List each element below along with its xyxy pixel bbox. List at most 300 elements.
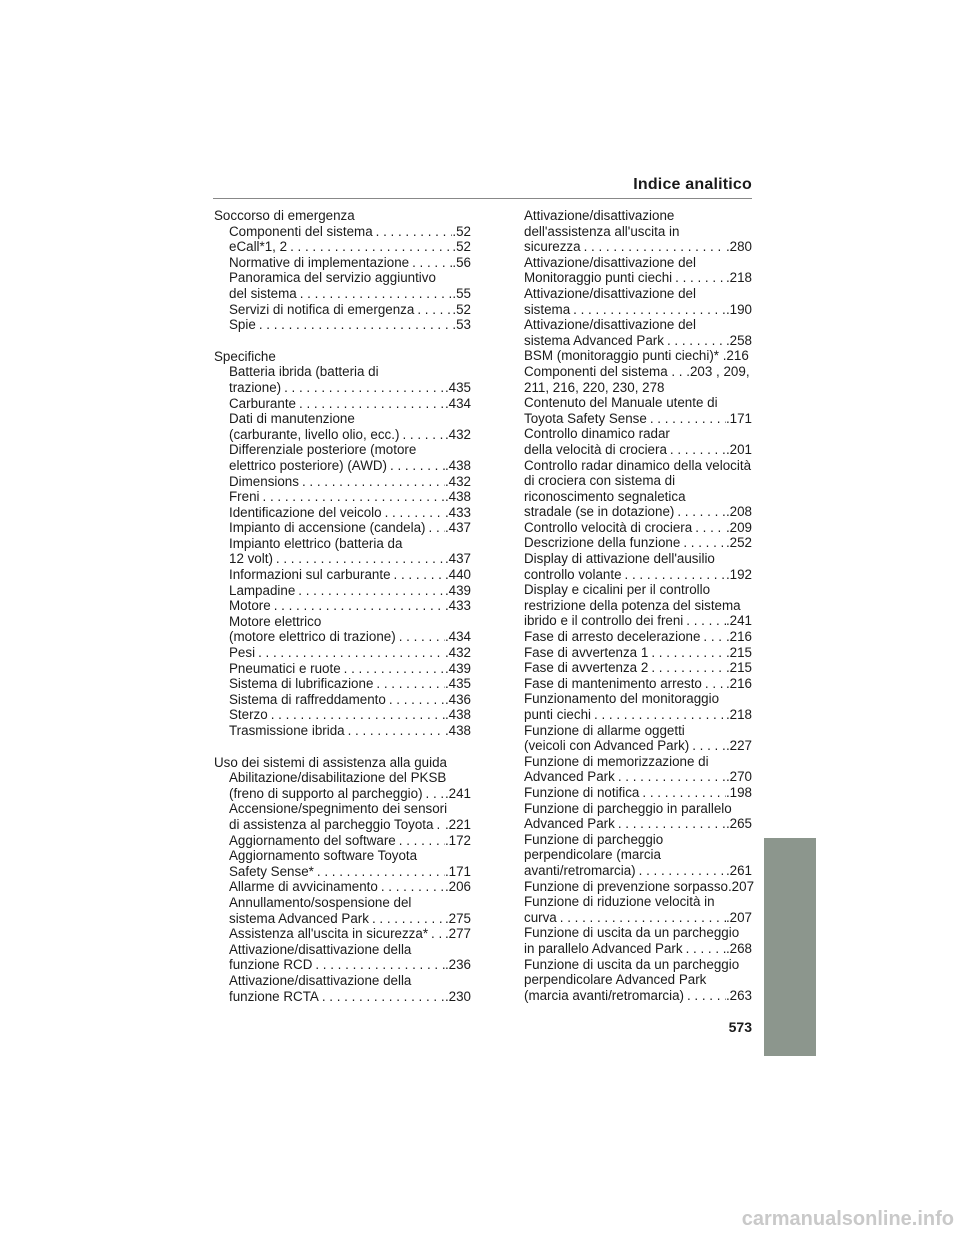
index-entry: [524, 972, 752, 988]
index-entry-page: .192: [725, 566, 752, 582]
index-heading-text: Soccorso di emergenza: [214, 208, 355, 223]
index-entry-page: .215: [725, 644, 752, 660]
index-entry-text: (motore elettrico di trazione): [229, 629, 396, 645]
index-entry-text: Pneumatici e ruote: [229, 660, 341, 676]
index-entry: [229, 520, 471, 536]
index-entry-text: Funzione di notifica: [524, 784, 640, 800]
dot-leader: [570, 302, 726, 318]
index-entry: [524, 988, 752, 1004]
dot-leader: [260, 489, 445, 505]
dot-leader: [672, 270, 726, 286]
index-entry: [229, 411, 471, 427]
index-entry-text: Motore elettrico: [229, 613, 322, 629]
dot-leader: [622, 567, 726, 583]
index-entry-page: .241: [444, 785, 471, 801]
index-entry-text: Display e cicalini per il controllo: [524, 582, 711, 598]
index-entry: [524, 613, 752, 629]
dot-leader: [674, 504, 726, 520]
index-entry-text: ibrido e il controllo dei freni: [524, 613, 684, 629]
dot-leader: [557, 910, 726, 926]
index-entry-text: (carburante, livello olio, ecc.): [229, 426, 400, 442]
index-heading: [214, 208, 471, 224]
index-entry: [524, 504, 752, 520]
index-entry: [524, 348, 752, 364]
index-entry: [524, 738, 752, 754]
dot-leader: [426, 520, 445, 536]
index-entry-text: di crociera con sistema di: [524, 473, 676, 489]
dot-leader: [273, 551, 445, 567]
index-entry: [524, 255, 752, 271]
index-entry-page: .227: [725, 738, 752, 754]
index-entry: [524, 426, 752, 442]
index-entry-page: .198: [725, 784, 752, 800]
index-entry: [524, 364, 752, 380]
index-entry-text: Sistema di lubrificazione: [229, 676, 374, 692]
index-entry: [229, 224, 471, 240]
index-entry: [229, 692, 471, 708]
index-entry-page: .207: [725, 909, 752, 925]
dot-leader: [373, 676, 445, 692]
index-entry: [229, 396, 471, 412]
index-entry-text: Funzione di memorizzazione di: [524, 753, 709, 769]
index-entry-page: .440: [444, 567, 471, 583]
index-entry-text: Attivazione/disattivazione del: [524, 317, 696, 333]
index-entry-text: Aggiornamento software Toyota: [229, 848, 418, 864]
index-entry-text: Funzione di uscita da un parcheggio: [524, 925, 740, 941]
index-entry-page: .438: [444, 457, 471, 473]
index-entry-page: .241: [725, 613, 752, 629]
index-entry-text: Dati di manutenzione: [229, 411, 355, 427]
index-entry-page: .258: [725, 332, 752, 348]
dot-leader: [341, 661, 445, 677]
index-entry: [229, 973, 471, 989]
index-entry: [524, 629, 752, 645]
index-entry-page: .437: [444, 551, 471, 567]
dot-leader: [287, 239, 452, 255]
index-entry-text: Componenti del sistema . . .203 , 209,: [524, 363, 750, 379]
index-entry-text: Attivazione/disattivazione della: [229, 941, 412, 957]
index-entry: [524, 894, 752, 910]
index-entry-text: Controllo velocità di crociera: [524, 519, 693, 535]
index-entry: [524, 535, 752, 551]
index-entry-text: 211, 216, 220, 230, 278: [524, 379, 665, 395]
index-entry-text: Identificazione del veicolo: [229, 504, 382, 520]
index-entry-text: Advanced Park: [524, 769, 615, 785]
index-entry: [229, 926, 471, 942]
index-entry-page: .432: [444, 426, 471, 442]
index-entry-text: Componenti del sistema: [229, 223, 373, 239]
index-entry-page: .215: [725, 660, 752, 676]
index-entry-text: punti ciechi: [524, 707, 591, 722]
dot-leader: [312, 957, 445, 973]
index-entry: [524, 286, 752, 302]
index-entry-page: .435: [444, 379, 471, 395]
index-entry-text: Motore: [229, 598, 271, 614]
index-entry: [229, 474, 471, 490]
index-entry-page: .201: [725, 441, 752, 457]
index-entry: [524, 785, 752, 801]
index-entry-text: Funzione di allarme oggetti: [524, 722, 685, 738]
index-entry-text: Aggiornamento del software: [229, 832, 396, 848]
watermark-logo: carmanualsonline.info: [741, 1208, 954, 1230]
index-entry: [229, 879, 471, 895]
dot-leader: [399, 427, 445, 443]
index-entry-page: .263: [725, 987, 752, 1003]
index-entry-text: controllo volante: [524, 566, 622, 582]
index-entry: [229, 989, 471, 1005]
index-entry: [524, 863, 752, 879]
index-entry-text: Differenziale posteriore (motore: [229, 442, 417, 458]
index-entry-page: .208: [725, 504, 752, 520]
index-entry-page: .230: [444, 988, 471, 1004]
index-entry-text: Monitoraggio punti ciechi: [524, 270, 673, 286]
index-entry: [524, 333, 752, 349]
dot-leader: [409, 255, 452, 271]
index-entry-text: Display di attivazione dell'ausilio: [524, 551, 715, 567]
index-entry: [229, 864, 471, 880]
index-entry-text: restrizione della potenza del sistema: [524, 597, 741, 613]
dot-leader: [702, 676, 726, 692]
index-entry-text: sistema Advanced Park: [229, 910, 369, 926]
index-entry: [524, 832, 752, 848]
index-entry-text: Attivazione/disattivazione del: [524, 285, 696, 301]
index-entry-text: Funzione di riduzione velocità in: [524, 894, 715, 910]
index-entry: [524, 208, 752, 224]
index-entry-text: eCall*1, 2: [229, 239, 288, 255]
index-entry-page: .435: [444, 676, 471, 692]
index-entry-page: .236: [444, 957, 471, 973]
dot-leader: [299, 474, 445, 490]
dot-leader: [700, 629, 726, 645]
index-entry-text: Funzione di parcheggio in parallelo: [524, 800, 732, 816]
dot-leader: [319, 989, 445, 1005]
index-entry: [524, 769, 752, 785]
index-entry-page: .268: [725, 940, 752, 956]
index-entry: [524, 239, 752, 255]
index-entry-text: sicurezza: [524, 239, 581, 255]
index-entry-text: Panoramica del servizio aggiuntivo: [229, 270, 436, 286]
index-entry: [524, 520, 752, 536]
dot-leader: [423, 786, 445, 802]
index-entry: [229, 317, 471, 333]
index-entry-page: .277: [444, 926, 471, 942]
index-entry: [229, 707, 471, 723]
index-entry-text: Assistenza all'uscita in sicurezza*: [229, 926, 429, 942]
index-entry: [524, 847, 752, 863]
index-entry: [229, 629, 471, 645]
index-entry-page: .218: [725, 270, 752, 286]
index-entry: [524, 957, 752, 973]
index-entry-text: Servizi di notifica di emergenza: [229, 301, 415, 317]
index-entry: [524, 567, 752, 583]
dot-leader: [689, 738, 726, 754]
index-entry: [229, 661, 471, 677]
dot-leader: [615, 816, 726, 832]
index-entry: [229, 380, 471, 396]
dot-leader: [667, 442, 726, 458]
index-entry-text: Lampadine: [229, 582, 296, 598]
index-entry-page: .216: [725, 629, 752, 645]
index-heading-text: Specifiche: [214, 348, 276, 364]
dot-leader: [648, 660, 726, 676]
index-entry: [229, 239, 471, 255]
index-entry-text: della velocità di crociera: [524, 441, 667, 457]
dot-leader: [295, 583, 445, 599]
index-entry: [524, 878, 755, 895]
index-entry-text: 12 volt): [229, 551, 273, 567]
index-entry: [524, 645, 752, 661]
index-entry-text: Attivazione/disattivazione: [524, 208, 675, 223]
dot-leader: [636, 863, 726, 879]
index-entry-text: Trasmissione ibrida: [229, 723, 345, 738]
index-heading: [214, 349, 471, 365]
index-entry-text: Fase di mantenimento arresto: [524, 675, 702, 691]
index-entry-text: perpendicolare (marcia: [524, 847, 661, 863]
index-entry-text: del sistema: [229, 285, 297, 301]
index-entry-text: Controllo dinamico radar: [524, 426, 670, 442]
index-entry-text: Contenuto del Manuale utente di: [524, 395, 718, 411]
index-entry: [524, 707, 752, 723]
index-entry-text: (freno di supporto al parcheggio): [229, 785, 423, 801]
index-entry-page: .218: [725, 707, 752, 722]
index-entry-text: Funzione di prevenzione sorpasso.207: [524, 878, 755, 894]
header-divider: [213, 198, 752, 199]
index-entry-page: .56: [452, 254, 471, 270]
index-entry: [229, 770, 471, 786]
page-number: 573: [728, 1019, 752, 1035]
index-entry-page: .261: [725, 862, 752, 878]
section-thumb-tab: [764, 838, 816, 1056]
dot-leader: [382, 505, 445, 521]
index-entry-page: .265: [725, 816, 752, 832]
index-entry-text: dell'assistenza all'uscita in: [524, 223, 680, 239]
dot-leader: [683, 941, 726, 957]
index-entry: [229, 536, 471, 552]
index-entry-page: .432: [444, 473, 471, 489]
dot-leader: [369, 911, 445, 927]
index-entry-page: .433: [444, 504, 471, 520]
index-entry-text: Freni: [229, 489, 260, 505]
index-entry: [524, 691, 752, 707]
index-entry: [229, 255, 471, 271]
index-entry: [229, 302, 471, 318]
dot-leader: [281, 380, 445, 396]
dot-leader: [396, 833, 445, 849]
dot-leader: [255, 645, 445, 661]
dot-leader: [647, 411, 726, 427]
index-entry: [524, 302, 752, 318]
index-entry-text: Informazioni sul carburante: [229, 567, 391, 583]
index-entry: [524, 411, 752, 427]
index-entry: [229, 957, 471, 973]
index-entry: [524, 224, 752, 240]
index-entry-text: riconoscimento segnaletica: [524, 488, 686, 504]
dot-leader: [414, 302, 452, 318]
index-entry-text: (marcia avanti/retromarcia): [524, 987, 684, 1003]
index-entry-text: elettrico posteriore) (AWD): [229, 457, 387, 473]
index-entry: [229, 364, 471, 380]
index-entry-text: Spie: [229, 317, 256, 333]
index-entry: [524, 676, 752, 692]
index-entry-text: Carburante: [229, 395, 296, 411]
index-entry-page: .52: [452, 239, 471, 255]
index-entry: [524, 458, 752, 474]
index-entry: [229, 786, 471, 802]
dot-leader: [648, 645, 726, 661]
index-entry-text: Impianto di accensione (candela): [229, 520, 426, 536]
index-entry: [229, 833, 471, 849]
index-entry-text: Funzione di parcheggio: [524, 831, 664, 847]
index-entry-page: .275: [444, 910, 471, 926]
dot-leader: [271, 598, 445, 614]
index-entry-page: .52: [452, 223, 471, 239]
index-entry-text: Funzione di uscita da un parcheggio: [524, 956, 740, 972]
index-entry-text: Descrizione della funzione: [524, 535, 681, 551]
index-entry-page: .221: [444, 816, 471, 832]
index-entry-page: .171: [725, 410, 752, 426]
dot-leader: [615, 769, 726, 785]
index-entry-page: .55: [452, 285, 471, 301]
dot-leader: [433, 817, 444, 833]
index-entry-text: Pesi: [229, 645, 256, 661]
index-entry: [229, 442, 471, 458]
dot-leader: [684, 988, 726, 1004]
index-entry-text: trazione): [229, 379, 282, 395]
index-entry: [524, 910, 752, 926]
index-entry: [524, 489, 752, 505]
dot-leader: [296, 396, 445, 412]
index-entry: [229, 676, 471, 692]
index-entry-text: sistema: [524, 301, 571, 317]
index-entry-page: .206: [444, 879, 471, 895]
index-entry: [229, 505, 471, 521]
index-entry: [229, 645, 471, 661]
index-entry-page: .437: [444, 520, 471, 536]
index-entry-text: curva: [524, 909, 557, 925]
index-entry: [524, 801, 752, 817]
page-header-title: Indice analitico: [633, 176, 752, 193]
index-entry: [229, 270, 471, 286]
index-entry: [229, 567, 471, 583]
dot-leader: [683, 613, 726, 629]
index-entry-text: Toyota Safety Sense: [524, 410, 647, 426]
index-entry: [524, 582, 752, 598]
dot-leader: [345, 723, 445, 739]
index-entry: [524, 380, 752, 396]
index-entry: [524, 754, 752, 770]
index-entry: [229, 723, 471, 739]
index-entry: [524, 317, 752, 333]
index-entry-page: .190: [725, 301, 752, 317]
index-entry: [229, 583, 471, 599]
index-entry-page: .209: [725, 519, 752, 535]
index-entry-text: in parallelo Advanced Park: [524, 940, 683, 956]
dot-leader: [664, 333, 726, 349]
dot-leader: [639, 785, 726, 801]
index-entry-page: .280: [725, 239, 752, 255]
index-entry-text: Allarme di avvicinamento: [229, 879, 378, 895]
index-entry: [229, 427, 471, 443]
index-entry-text: Batteria ibrida (batteria di: [229, 364, 379, 380]
index-entry: [229, 942, 471, 958]
index-entry: [524, 551, 752, 567]
index-entry-page: .438: [444, 723, 471, 738]
index-entry: [524, 816, 752, 832]
index-entry-text: funzione RCTA: [229, 988, 319, 1004]
index-entry-text: BSM (monitoraggio punti ciechi)* .216: [524, 348, 749, 364]
index-entry-page: .433: [444, 598, 471, 614]
index-entry: [524, 941, 752, 957]
index-entry-text: stradale (se in dotazione): [524, 504, 675, 520]
index-entry: [229, 817, 471, 833]
index-entry-text: Abilitazione/disabilitazione del PKSB: [229, 770, 447, 786]
dot-leader: [581, 239, 726, 255]
index-entry-text: Controllo radar dinamico della velocità: [524, 457, 752, 473]
index-entry: [229, 895, 471, 911]
dot-leader: [386, 692, 445, 708]
dot-leader: [378, 879, 445, 895]
index-entry: [229, 551, 471, 567]
index-entry: [229, 489, 471, 505]
index-entry-page: .53: [452, 317, 471, 333]
index-entry-text: funzione RCD: [229, 957, 313, 973]
index-entry-text: Dimensions: [229, 473, 299, 489]
index-entry-text: Annullamento/sospensione del: [229, 894, 412, 910]
dot-leader: [387, 458, 445, 474]
index-entry-text: di assistenza al parcheggio Toyota: [229, 816, 434, 832]
index-entry: [229, 598, 471, 614]
index-entry: [229, 848, 471, 864]
index-entry-page: .216: [725, 675, 752, 691]
group-spacer: [229, 739, 471, 755]
index-entry-page: .439: [444, 660, 471, 676]
dot-leader: [256, 317, 453, 333]
index-entry: [524, 925, 752, 941]
index-entry-page: .52: [452, 301, 471, 317]
index-entry: [524, 442, 752, 458]
index-entry-page: .432: [444, 645, 471, 661]
dot-leader: [680, 535, 726, 551]
index-entry-text: Sterzo: [229, 707, 268, 723]
index-entry-page: .172: [444, 832, 471, 848]
index-entry: [229, 458, 471, 474]
dot-leader: [591, 707, 726, 723]
dot-leader: [373, 224, 453, 240]
index-entry: [229, 614, 471, 630]
dot-leader: [692, 520, 726, 536]
dot-leader: [268, 707, 445, 723]
index-entry: [524, 270, 752, 286]
index-heading: [214, 755, 471, 771]
index-entry-text: Advanced Park: [524, 816, 615, 832]
index-entry: [524, 660, 752, 676]
index-entry: [524, 473, 752, 489]
index-entry-text: Impianto elettrico (batteria da: [229, 535, 403, 551]
index-entry-text: Fase di avvertenza 1: [524, 644, 649, 660]
index-entry: [229, 911, 471, 927]
index-entry-text: Normative di implementazione: [229, 254, 410, 270]
index-entry-text: Fase di avvertenza 2: [524, 660, 649, 676]
group-spacer: [229, 333, 471, 349]
index-entry-page: .252: [725, 535, 752, 551]
index-entry-page: .438: [444, 489, 471, 505]
index-entry-page: .171: [444, 863, 471, 879]
index-entry-text: perpendicolare Advanced Park: [524, 972, 707, 988]
index-entry-text: Funzionamento del monitoraggio: [524, 691, 720, 707]
index-entry-text: (veicoli con Advanced Park): [524, 738, 690, 754]
dot-leader: [396, 629, 445, 645]
dot-leader: [428, 926, 445, 942]
